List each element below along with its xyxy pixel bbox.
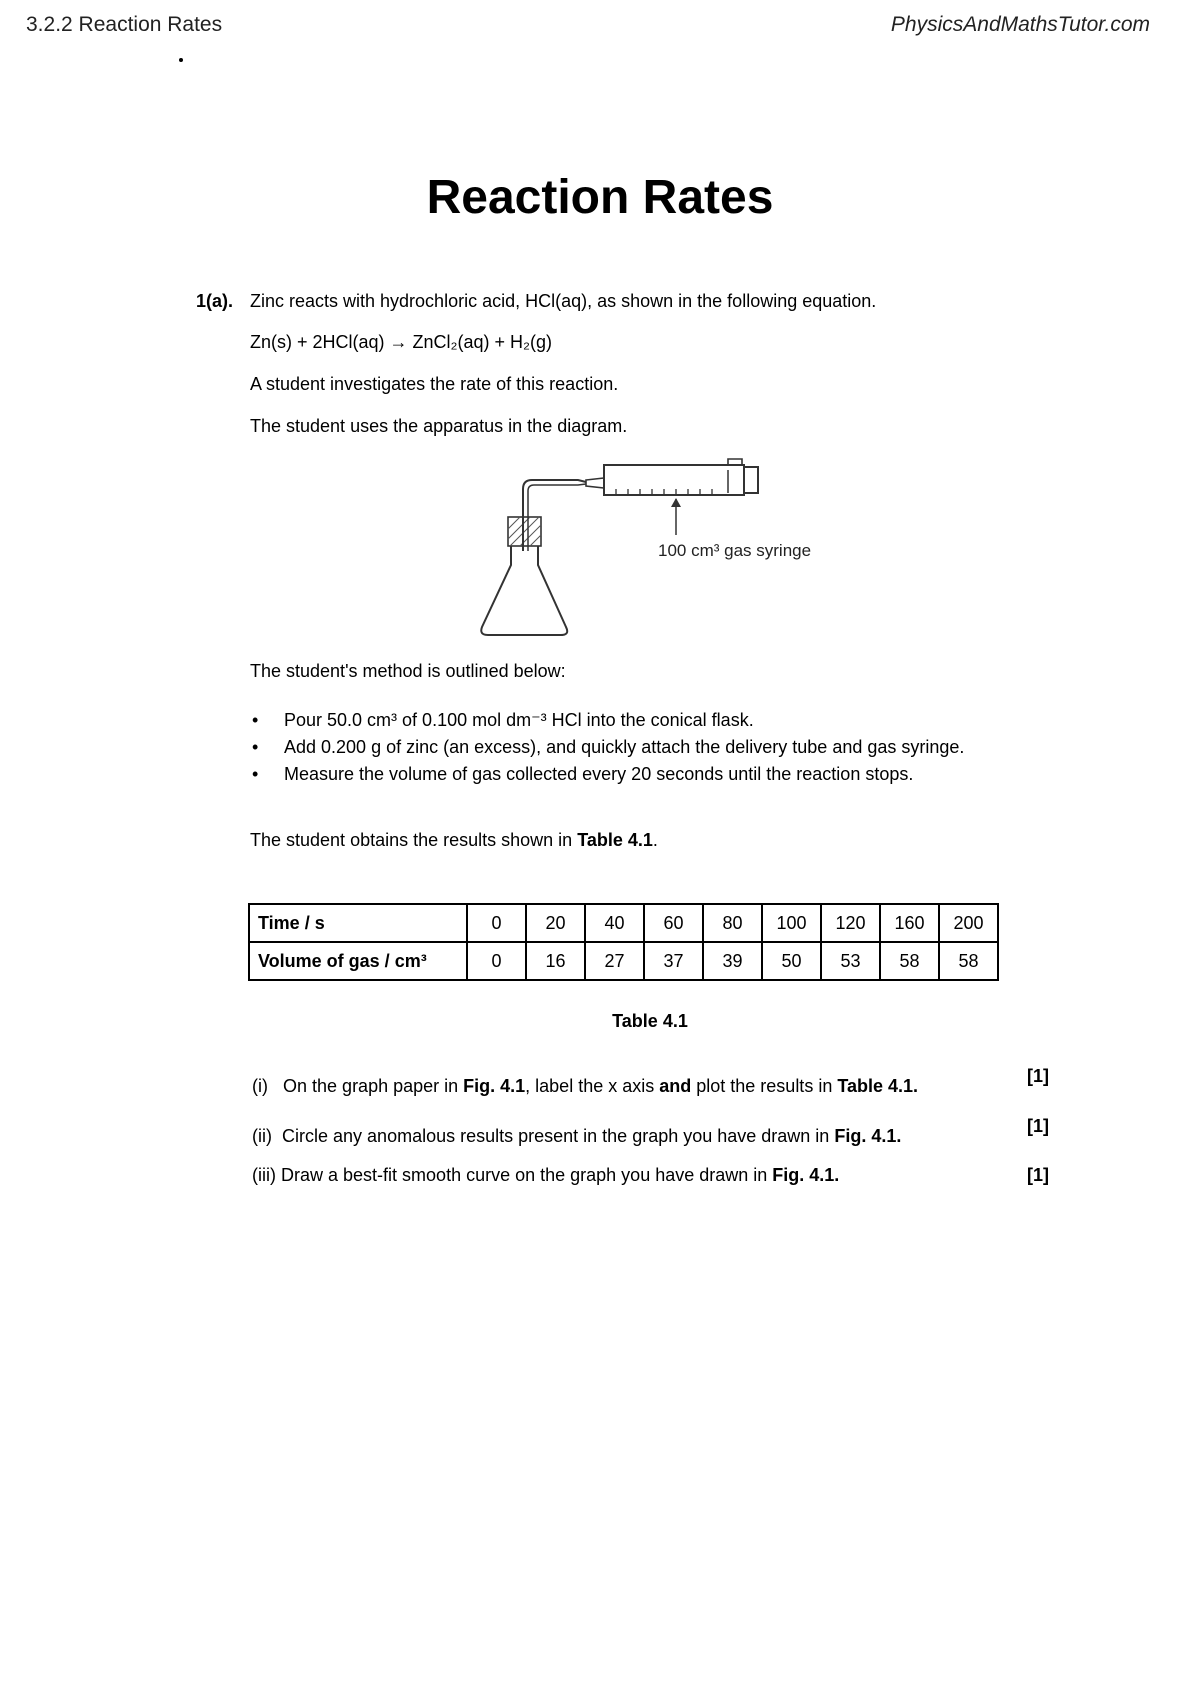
method-step-2: Add 0.200 g of zinc (an excess), and quickly attach the delivery tube and gas syringe. (284, 737, 965, 757)
apparatus-diagram (470, 455, 830, 645)
stray-dot (179, 58, 183, 62)
table-cell: 0 (467, 904, 526, 942)
part-ii: (ii) Circle any anomalous results present in the graph you have drawn in Fig. 4.1. (252, 1126, 902, 1146)
table-cell: 20 (526, 904, 585, 942)
question-number: 1(a). (196, 291, 234, 311)
method-step-3: Measure the volume of gas collected every 20 seconds until the reaction stops. (284, 764, 914, 784)
table-cell: 37 (644, 942, 703, 980)
table-cell: 100 (762, 904, 821, 942)
table-cell: 50 (762, 942, 821, 980)
table-cell: 39 (703, 942, 762, 980)
mark-ii: [1] (1027, 1116, 1049, 1136)
table-row (249, 942, 998, 980)
results-table (248, 903, 999, 981)
table-cell: 40 (585, 904, 644, 942)
table-cell: 120 (821, 904, 880, 942)
header-site: PhysicsAndMathsTutor.com (890, 13, 1150, 36)
question-intro: Zinc reacts with hydrochloric acid, HCl(aq), as shown in the following equation. (250, 291, 877, 311)
mark-iii: [1] (1027, 1165, 1049, 1185)
table-cell: 16 (526, 942, 585, 980)
investigate-text: A student investigates the rate of this reaction. (250, 374, 619, 394)
table-cell: 58 (880, 942, 939, 980)
table-cell: 80 (703, 904, 762, 942)
table-cell: 60 (644, 904, 703, 942)
table-cell: 160 (880, 904, 939, 942)
table-cell: 58 (939, 942, 998, 980)
table-cell: 200 (939, 904, 998, 942)
part-iii: (iii) Draw a best-fit smooth curve on the graph you have drawn in Fig. 4.1. (252, 1165, 840, 1185)
table-cell: 0 (467, 942, 526, 980)
part-i: (i) On the graph paper in Fig. 4.1, label the x axis and plot the results in Table 4.1. (252, 1076, 919, 1096)
syringe-label: 100 cm³ gas syringe (658, 541, 812, 560)
apparatus-text: The student uses the apparatus in the diagram. (250, 416, 628, 436)
table-row (249, 904, 998, 942)
bullet-icon: • (252, 737, 259, 757)
bullet-icon: • (252, 764, 259, 784)
table-cell: 53 (821, 942, 880, 980)
method-intro: The student's method is outlined below: (250, 661, 566, 681)
table-cell: 27 (585, 942, 644, 980)
time-row-label: Time / s (249, 904, 467, 942)
volume-row-label: Volume of gas / cm³ (249, 942, 467, 980)
bullet-icon: • (252, 710, 259, 730)
gas-syringe (604, 465, 744, 495)
reaction-equation: Zn(s) + 2HCl(aq) → ZnCl₂(aq) + H₂(g) (250, 332, 553, 352)
method-step-1: Pour 50.0 cm³ of 0.100 mol dm⁻³ HCl into the conical flask. (284, 710, 754, 730)
header-topic: 3.2.2 Reaction Rates (26, 13, 223, 36)
table-caption: Table 4.1 (612, 1011, 688, 1031)
page-title: Reaction Rates (426, 171, 774, 224)
mark-i: [1] (1027, 1066, 1049, 1086)
results-intro: The student obtains the results shown in Table 4.1. (250, 830, 658, 850)
